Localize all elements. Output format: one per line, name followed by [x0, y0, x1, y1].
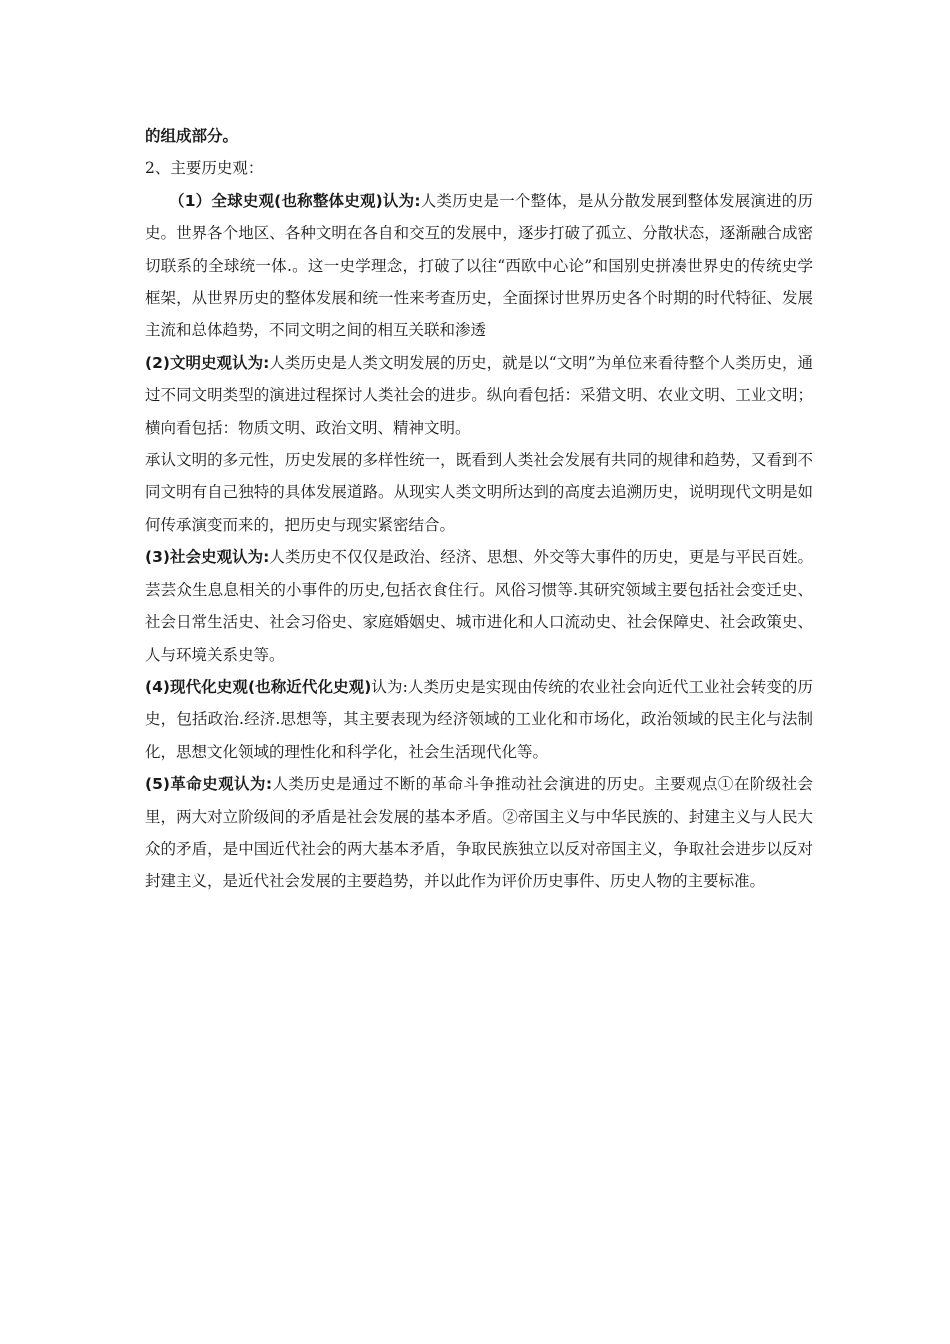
paragraph-label: (3)社会史观认为:	[145, 548, 270, 567]
paragraph-civilization-pluralism	[145, 444, 813, 541]
paragraph-text: 认为:人类历史是实现由传统的农业社会向近代工业社会转变的历史，包括政治.经济.思想等，其主要表现为经济领域的工业化和市场化，政治领域的民主化与法制化，思想文化领域的理性化和科学化，社会生活现代化等。	[145, 677, 813, 761]
document-body	[145, 120, 813, 898]
paragraph-label: （1）全球史观(也称整体史观)认为:	[169, 191, 421, 210]
paragraph-civilization-history	[145, 347, 813, 444]
intro-tail-text: 的组成部分。	[145, 127, 239, 145]
paragraph-text: 人类历史是一个整体，是从分散发展到整体发展演进的历史。世界各个地区、各种文明在各自和交互的发展中，逐步打破了孤立、分散状态，逐渐融合成密切联系的全球统一体.。这一史学理念，打破了以往“西欧中心论”和国别史拼凑世界史的传统史学框架，从世界历史的整体发展和统一性来考查历史，全面探讨世界历史各个时期的时代特征、发展主流和总体趋势，不同文明之间的相互关联和渗透	[145, 191, 813, 340]
paragraph-text: 人类历史不仅仅是政治、经济、思想、外交等大事件的历史，更是与平民百姓。芸芸众生息息相关的小事件的历史,包括衣食住行。风俗习惯等.其研究领域主要包括社会变迁史、社会日常生活史、社会习俗史、家庭婚姻史、城市进化和人口流动史、社会保障史、社会政策史、人与环境关系史等。	[145, 548, 813, 664]
paragraph-modernization-history	[145, 671, 813, 768]
paragraph-text: 人类历史是通过不断的革命斗争推动社会演进的历史。主要观点①在阶级社会里，两大对立阶级间的矛盾是社会发展的基本矛盾。②帝国主义与中华民族的、封建主义与人民大众的矛盾，是中国近代社会的两大基本矛盾，争取民族独立以反对帝国主义，争取社会进步以反对封建主义，是近代社会发展的主要趋势，并以此作为评价历史事件、历史人物的主要标准。	[145, 775, 813, 891]
paragraph-global-history	[145, 185, 813, 347]
paragraph-label: (5)革命史观认为:	[145, 775, 273, 794]
intro-tail	[145, 120, 813, 152]
paragraph-text: 人类历史是人类文明发展的历史，就是以“文明”为单位来看待整个人类历史，通过不同文明类型的演进过程探讨人类社会的进步。纵向看包括：采猎文明、农业文明、工业文明；横向看包括：物质文明、政治文明、精神文明。	[145, 353, 813, 437]
section-heading: 2、主要历史观：	[145, 159, 264, 178]
paragraph-revolution-history	[145, 768, 813, 898]
paragraph-text: 承认文明的多元性，历史发展的多样性统一，既看到人类社会发展有共同的规律和趋势，又看到不同文明有自己独特的具体发展道路。从现实人类文明所达到的高度去追溯历史，说明现代文明是如何传承演变而来的，把历史与现实紧密结合。	[145, 451, 813, 534]
paragraph-label: (4)现代化史观(也称近代化史观)	[145, 677, 372, 696]
paragraph-social-history	[145, 541, 813, 671]
paragraph-label: (2)文明史观认为:	[145, 353, 270, 372]
